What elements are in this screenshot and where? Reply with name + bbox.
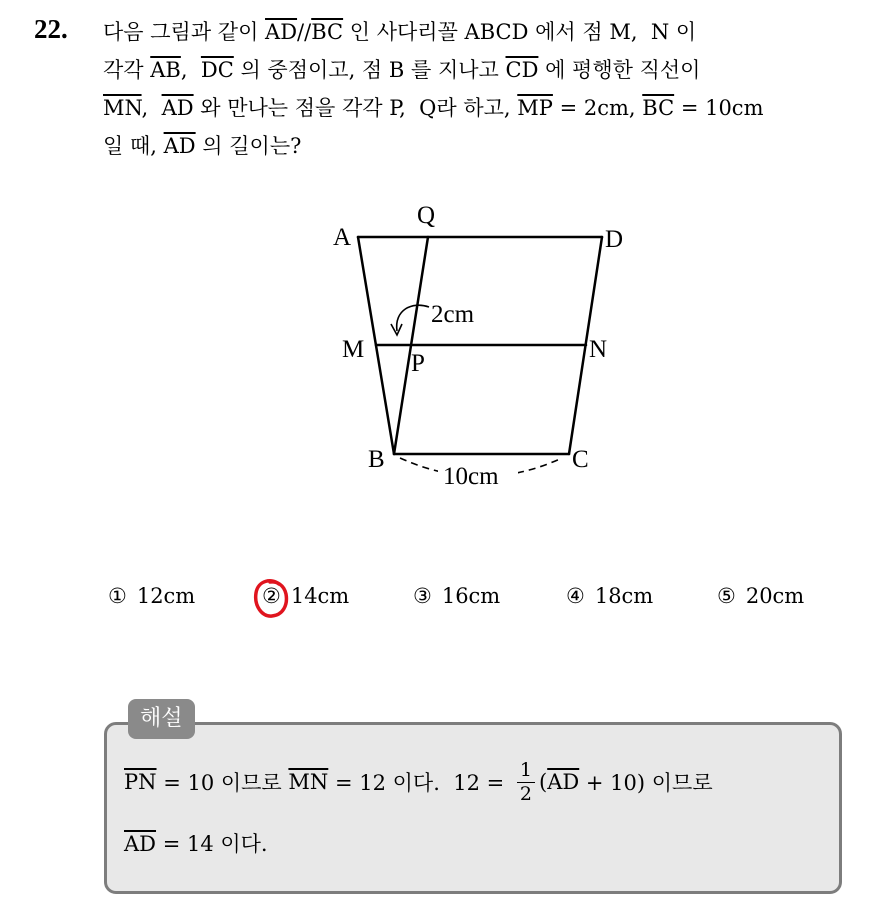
label-c: C: [572, 446, 589, 473]
text: = 2cm,: [552, 96, 643, 120]
question-line-1: [103, 16, 873, 54]
text: 의 길이는?: [195, 134, 302, 158]
text: + 10) 이므로: [579, 771, 713, 795]
segment-pn: $\overline{PN}$: [124, 770, 157, 794]
label-a: A: [333, 224, 352, 251]
answer-mark-circle: [252, 576, 290, 620]
choice-mark: ③: [413, 584, 432, 608]
question-line-3: [103, 92, 873, 130]
text: = 10 이므로: [156, 771, 289, 795]
question-line-2: [103, 54, 873, 92]
question-text: [103, 16, 873, 168]
choice-5[interactable]: [717, 584, 804, 608]
solution-line-2: [124, 828, 268, 858]
segment-ad: $\overline{AD}$: [547, 770, 580, 794]
choice-3[interactable]: [413, 584, 500, 608]
segment-ad: $\overline{AD}$: [124, 832, 157, 856]
text: 일 때,: [103, 134, 164, 158]
text: ,: [141, 96, 162, 120]
segment-ad: $\overline{AD}$: [161, 96, 194, 120]
segment-cd: $\overline{CD}$: [505, 58, 539, 82]
choice-mark: ⑤: [717, 584, 736, 608]
fraction-one-half: [517, 758, 535, 805]
choice-mark: ①: [108, 584, 127, 608]
label-mp-length: 2cm: [431, 301, 475, 328]
segment-mn: $\overline{MN}$: [288, 770, 329, 794]
fraction-denominator: 2: [519, 782, 532, 805]
text: 의 중점이고, 점 B 를 지나고: [233, 58, 506, 82]
segment-bc: $\overline{BC}$: [642, 96, 675, 120]
label-bc-length: 10cm: [443, 463, 499, 490]
parallel-symbol: //: [297, 20, 312, 44]
segment-ad: $\overline{AD}$: [265, 20, 298, 44]
choice-text: 16cm: [441, 584, 501, 608]
choice-text: 18cm: [594, 584, 654, 608]
solution-box: [104, 722, 842, 894]
text: = 10cm: [674, 96, 764, 120]
segment-bc: $\overline{BC}$: [311, 20, 344, 44]
label-q: Q: [417, 202, 436, 229]
choice-mark: ④: [566, 584, 585, 608]
text: = 14 이다.: [156, 832, 268, 856]
choice-mark: ②: [262, 584, 281, 608]
label-p: P: [411, 350, 425, 377]
text: = 12 이다. 12 =: [328, 771, 511, 795]
choice-text: 12cm: [136, 584, 196, 608]
choice-1[interactable]: [108, 584, 195, 608]
solution-line-1: [124, 760, 834, 804]
fraction-numerator: 1: [517, 761, 535, 783]
problem-number: 22.: [34, 14, 68, 44]
text: 와 만나는 점을 각각 P, Q라 하고,: [193, 96, 518, 120]
text: 각각: [103, 58, 151, 82]
segment-mn: $\overline{MN}$: [103, 96, 142, 120]
label-d: D: [605, 226, 624, 253]
segment-mp: $\overline{MP}$: [517, 96, 553, 120]
label-b: B: [368, 446, 385, 473]
label-m: M: [342, 336, 365, 363]
segment-ab: $\overline{AB}$: [150, 58, 181, 82]
choice-4[interactable]: [566, 584, 653, 608]
solution-tag: 해설: [128, 699, 195, 739]
text: (: [539, 770, 548, 794]
question-line-4: [103, 130, 873, 168]
choice-text: 20cm: [745, 584, 805, 608]
text: 인 사다리꼴 ABCD 에서 점 M, N 이: [343, 20, 697, 44]
text: 다음 그림과 같이: [103, 20, 266, 44]
segment-dc: $\overline{DC}$: [200, 58, 234, 82]
choice-text: 14cm: [290, 584, 350, 608]
text: ,: [180, 58, 201, 82]
segment-ad: $\overline{AD}$: [163, 134, 196, 158]
trapezoid-figure: [300, 190, 640, 500]
answer-choices: [108, 584, 838, 618]
text: 에 평행한 직선이: [538, 58, 701, 82]
label-n: N: [589, 336, 608, 363]
